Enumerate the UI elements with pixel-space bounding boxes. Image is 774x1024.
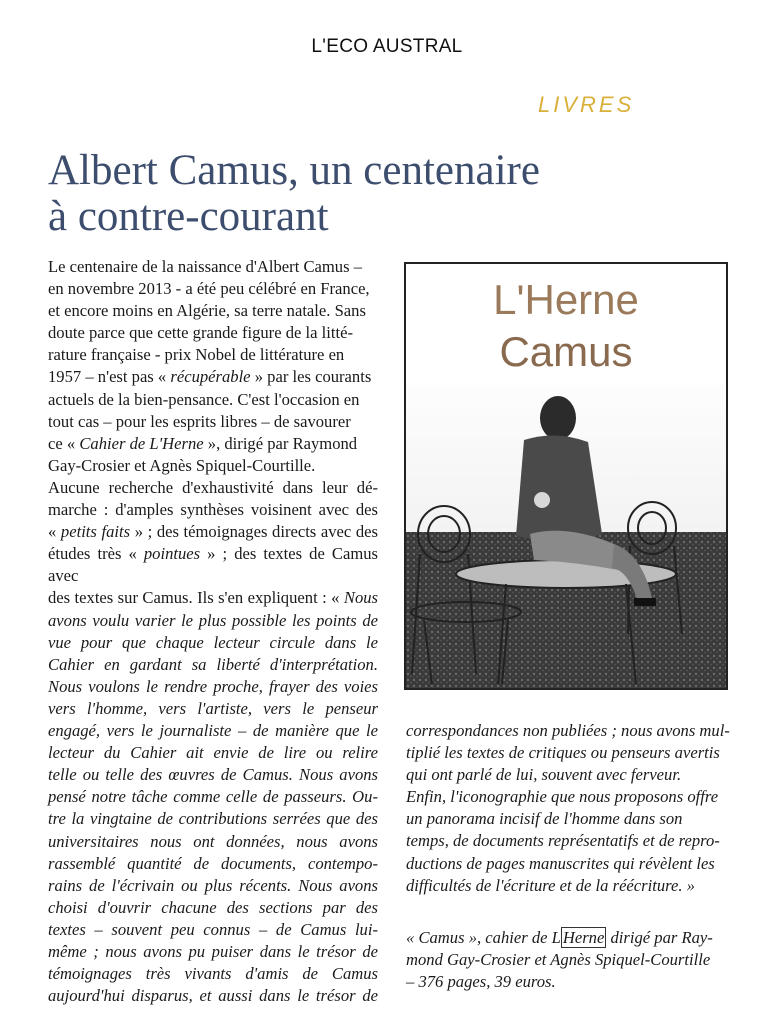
text-fragment-boxed: Herne xyxy=(562,928,605,947)
text-line: textes – souvent peu connus – de Camus lui- xyxy=(48,919,378,939)
text-line: temps, de documents représentatifs et de repro- xyxy=(406,831,720,851)
text-line: témoignages très vivants d'amis de Camus xyxy=(48,964,378,984)
text-line: engagé, vers le journaliste – de manière que le xyxy=(48,721,378,741)
text-fragment: » par les courants xyxy=(250,367,372,387)
paragraph-continued xyxy=(406,720,732,897)
text-line: – 376 pages, 39 euros. xyxy=(406,972,556,992)
text-line: correspondances non publiées ; nous avons mul- xyxy=(406,721,730,740)
text-line: Cahier en gardant sa liberté d'interprétation. xyxy=(48,654,378,674)
text-fragment: « Camus », cahier de L xyxy=(406,928,561,947)
text-fragment: des textes sur Camus. Ils s'en expliquent : « xyxy=(48,588,344,608)
text-fragment: études très « xyxy=(48,544,144,564)
text-fragment: « xyxy=(48,522,61,542)
text-fragment: dirigé par Ray- xyxy=(606,928,713,947)
text-line: tre la vingtaine de contributions serrées que des xyxy=(48,809,378,829)
text-line: actuels de la bien-pensance. C'est l'occasion en xyxy=(48,389,360,409)
text-line: rassemblé quantité de documents, contempo- xyxy=(48,853,378,873)
text-line: vers l'homme, vers l'artiste, vers le penseur xyxy=(48,698,378,718)
text-line: telle ou telle des œuvres de Camus. Nous avons xyxy=(48,765,378,785)
text-line: avons voulu varier le plus possible les points de xyxy=(48,610,378,630)
text-line: vue pour que chaque lecteur circule dans le xyxy=(48,632,378,652)
text-line: Gay-Crosier et Agnès Spiquel-Courtille. xyxy=(48,455,316,475)
text-line: Le centenaire de la naissance d'Albert Camus – xyxy=(48,257,362,276)
cover-publisher: L'Herne xyxy=(493,276,639,323)
text-line: aujourd'hui disparus, et aussi dans le trésor de xyxy=(48,986,378,1006)
text-fragment-italic: petits faits xyxy=(60,522,131,542)
text-fragment-italic: Nous xyxy=(343,588,378,608)
text-line: Nous voulons le rendre proche, frayer des voies xyxy=(48,676,378,696)
text-fragment-italic: Cahier de L'Herne xyxy=(79,433,204,453)
text-line: doute parce que cette grande figure de la litté- xyxy=(48,323,353,343)
text-line: tiplié les textes de critiques ou penseurs avertis xyxy=(406,743,720,763)
text-line: rature française - prix Nobel de littérature en xyxy=(48,345,345,365)
text-fragment: » ; des textes de Camus avec xyxy=(48,544,378,586)
text-line: pensé notre tâche comme celle de passeurs. Ou- xyxy=(48,787,378,807)
text-fragment-italic: pointues xyxy=(143,544,201,564)
text-line: ductions de pages manuscrites qui révèlent les xyxy=(406,853,715,873)
section-label: LIVRES xyxy=(538,92,635,117)
paragraph-body xyxy=(48,477,378,1007)
text-line: lecteur du Cahier ait envie de lire ou relire xyxy=(48,743,378,763)
text-fragment: » ; des témoignages directs avec des xyxy=(130,522,378,542)
publication-name: L'ECO AUSTRAL xyxy=(311,36,463,57)
text-line: difficultés de l'écriture et de la réécriture. » xyxy=(406,875,695,895)
headline-line-1: Albert Camus, un centenaire xyxy=(48,147,540,194)
cover-photo xyxy=(406,384,726,688)
text-line: un panorama incisif de l'homme dans son xyxy=(406,809,683,829)
text-line: tout cas – pour les esprits libres – de savourer xyxy=(48,411,351,431)
book-credit xyxy=(406,927,732,993)
text-line: même ; nous avons pu puiser dans le trésor de xyxy=(48,941,378,961)
text-fragment: », dirigé par Raymond xyxy=(203,433,358,453)
book-cover-image xyxy=(404,262,728,690)
text-line: universitaires nous ont données, nous avons xyxy=(48,831,378,851)
text-fragment-italic: récupérable xyxy=(170,367,251,387)
cover-title: Camus xyxy=(499,328,633,375)
paragraph-intro xyxy=(48,256,378,477)
text-line: rains de l'écrivain ou plus récents. Nous avons xyxy=(48,875,378,895)
text-line: Aucune recherche d'exhaustivité dans leur dé- xyxy=(48,478,378,497)
headline-line-2: à contre-courant xyxy=(48,193,329,240)
text-line: et encore moins en Algérie, sa terre natale. Sans xyxy=(48,301,366,321)
text-line: Enfin, l'iconographie que nous proposons offre xyxy=(406,787,719,807)
text-line: marche : d'amples synthèses voisinent avec des xyxy=(48,500,378,520)
text-fragment: ce « xyxy=(48,433,80,453)
text-line: en novembre 2013 - a été peu célébré en France, xyxy=(48,279,370,299)
text-line: choisi d'ouvrir chacune des sections par des xyxy=(48,897,378,917)
article-headline xyxy=(48,148,648,240)
text-fragment: 1957 – n'est pas « xyxy=(48,367,171,387)
text-line: qui ont parlé de lui, souvent avec ferveur. xyxy=(406,765,682,785)
text-line: mond Gay-Crosier et Agnès Spiquel-Courtille xyxy=(406,950,711,970)
